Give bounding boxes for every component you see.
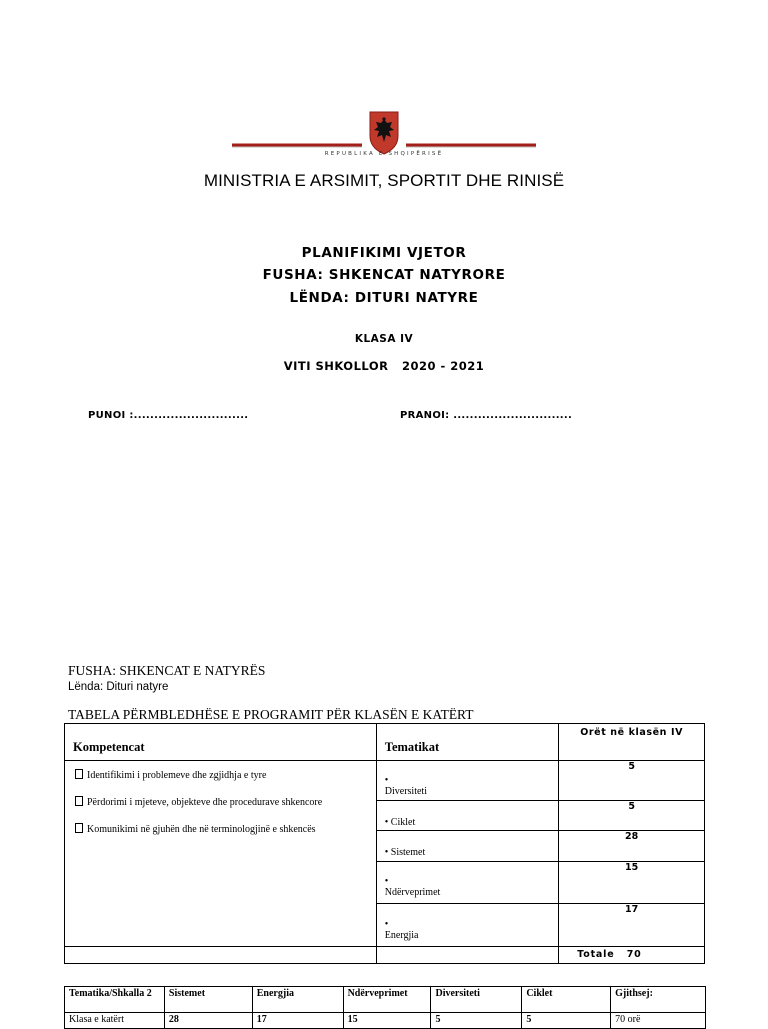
grade-table-cell: 70 orë	[611, 1013, 706, 1029]
header-hours: Orët në klasën IV	[559, 724, 705, 761]
grade-table-cell: 17	[252, 1013, 343, 1029]
topic-label: Energjia	[384, 930, 419, 941]
hours-cell: 15	[559, 862, 705, 904]
school-year: VITI SHKOLLOR 2020 - 2021	[283, 359, 485, 373]
bullet: •	[384, 847, 389, 858]
topic-cell	[376, 862, 558, 904]
grade-table-header: Energjia	[252, 987, 343, 1013]
section-subject-heading: Lënda: Dituri natyre	[68, 681, 169, 693]
bullet: •	[384, 775, 389, 786]
total-hours: Totale 70	[559, 947, 705, 964]
hours-cell: 28	[559, 831, 705, 862]
plan-title: PLANIFIKIMI VJETOR	[301, 245, 467, 261]
grade-table-header: Diversiteti	[431, 987, 522, 1013]
hours-cell: 17	[559, 904, 705, 947]
checkbox-bullet-icon	[75, 769, 83, 779]
bullet: •	[384, 817, 389, 828]
checkbox-bullet-icon	[75, 823, 83, 833]
competence-item: Përdorimi i mjeteve, objekteve dhe procedurave shkencore	[75, 796, 376, 808]
grade-table-header: Gjithsej:	[611, 987, 706, 1013]
emblem-caption: REPUBLIKA E SHQIPËRISË	[324, 151, 444, 157]
hours-cell: 5	[559, 761, 705, 801]
grade-distribution-table	[64, 986, 706, 1029]
empty-cell	[376, 947, 558, 964]
topic-cell	[376, 831, 558, 862]
grade-table-cell: Klasa e katërt	[65, 1013, 165, 1029]
grade-table-header: Tematika/Shkalla 2	[65, 987, 165, 1013]
header-competences: Kompetencat	[65, 724, 377, 761]
field-title: FUSHA: SHKENCAT NATYRORE	[262, 267, 506, 283]
ministry-title: MINISTRIA E ARSIMIT, SPORTIT DHE RINISË	[203, 171, 565, 190]
header-topics: Tematikat	[376, 724, 558, 761]
class-label: KLASA IV	[354, 333, 414, 345]
checkbox-bullet-icon	[75, 796, 83, 806]
bullet: •	[384, 919, 389, 930]
topic-label: Sistemet	[390, 847, 426, 858]
grade-table-header: Ndërveprimet	[343, 987, 431, 1013]
approved-by-field: PRANOI: .............................	[400, 410, 573, 421]
topic-cell	[376, 904, 558, 947]
topic-cell	[376, 801, 558, 831]
subject-title: LËNDA: DITURI NATYRE	[289, 290, 479, 306]
summary-table-header-row	[65, 724, 705, 761]
prepared-by-field: PUNOI :............................	[88, 410, 249, 421]
grade-table-cell: 15	[343, 1013, 431, 1029]
hours-cell: 5	[559, 801, 705, 831]
grade-table-cell: 5	[431, 1013, 522, 1029]
table-row	[65, 1013, 706, 1029]
section-field-heading: FUSHA: SHKENCAT E NATYRËS	[68, 663, 266, 678]
competence-item: Identifikimi i problemeve dhe zgjidhja e tyre	[75, 769, 376, 781]
topic-label: Ndërveprimet	[384, 887, 441, 898]
grade-table-cell: 5	[522, 1013, 611, 1029]
competence-item: Komunikimi në gjuhën dhe në terminologjinë e shkencës	[75, 823, 376, 835]
bullet: •	[384, 876, 389, 887]
topic-label: Ciklet	[390, 817, 416, 828]
grade-table-cell: 28	[164, 1013, 252, 1029]
table-total-row	[65, 947, 705, 964]
empty-cell	[65, 947, 377, 964]
grade-table-header: Sistemet	[164, 987, 252, 1013]
competences-cell	[65, 761, 377, 947]
table-row	[65, 761, 705, 801]
summary-table-title: TABELA PËRMBLEDHËSE E PROGRAMIT PËR KLASËN E KATËRT	[68, 707, 474, 722]
grade-table-header-row	[65, 987, 706, 1013]
topic-cell	[376, 761, 558, 801]
summary-table	[64, 723, 705, 964]
topic-label: Diversiteti	[384, 786, 427, 797]
grade-table-header: Ciklet	[522, 987, 611, 1013]
